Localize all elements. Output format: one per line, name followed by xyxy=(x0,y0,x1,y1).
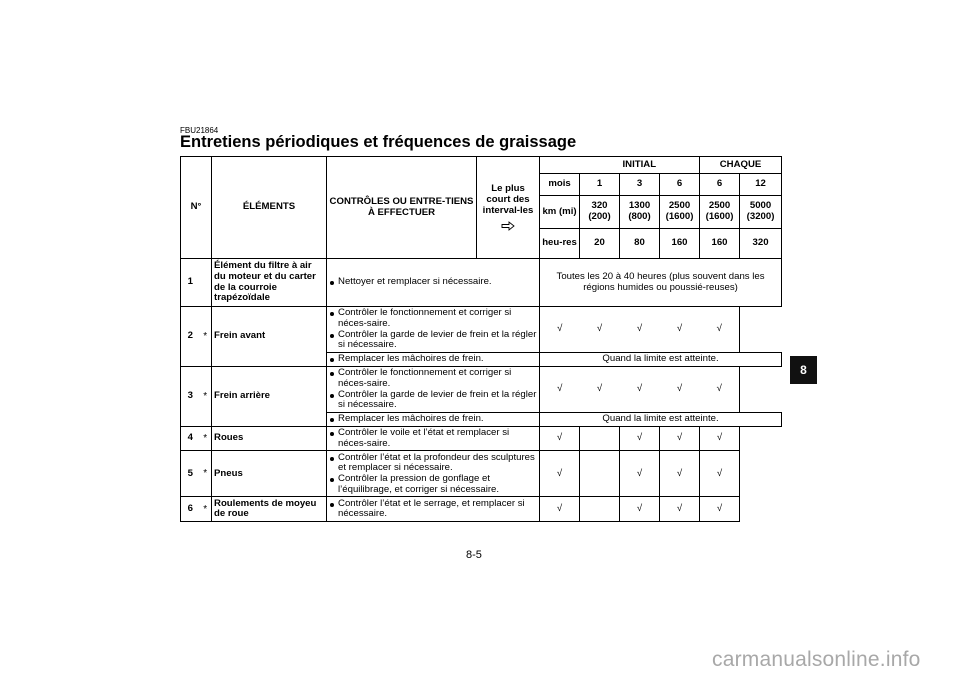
row-action: Contrôler l’état et le serrage, et remplacer si nécessaire. xyxy=(329,499,537,520)
maintenance-table xyxy=(180,156,782,522)
chapter-tab: 8 xyxy=(790,356,817,384)
header-km-value: 320 (200) xyxy=(580,196,620,229)
row-action: Nettoyer et remplacer si nécessaire. xyxy=(329,277,537,288)
row-action: Contrôler la pression de gonflage et l’équilibrage, et corriger si nécessaire. xyxy=(329,474,537,495)
check-mark: √ xyxy=(700,307,740,353)
header-heures-value: 160 xyxy=(700,229,740,259)
row-action: Remplacer les mâchoires de frein. xyxy=(329,354,537,365)
row-star: * xyxy=(200,451,212,497)
row-number: 3 xyxy=(181,367,200,427)
row-star: * xyxy=(200,497,212,522)
table-row xyxy=(181,307,782,353)
table-row xyxy=(181,259,782,307)
row-action: Contrôler le fonctionnement et corriger si néces-saire. xyxy=(329,368,537,389)
check-mark: √ xyxy=(540,427,580,451)
row-action-cell xyxy=(327,497,540,522)
row-element: Frein arrière xyxy=(212,367,327,427)
check-mark: √ xyxy=(540,451,580,497)
row-element: Frein avant xyxy=(212,307,327,367)
check-mark: √ xyxy=(540,497,580,522)
header-blank xyxy=(540,157,580,174)
header-km-value: 5000 (3200) xyxy=(740,196,782,229)
col-header-elements: ÉLÉMENTS xyxy=(212,157,327,259)
table-row xyxy=(181,427,782,451)
table-row xyxy=(181,497,782,522)
table-row xyxy=(181,367,782,413)
check-mark: √ xyxy=(660,307,700,353)
check-mark xyxy=(580,451,620,497)
check-mark: √ xyxy=(660,451,700,497)
row-number: 1 xyxy=(181,259,200,307)
row-number: 4 xyxy=(181,427,200,451)
col-header-no: N° xyxy=(181,157,212,259)
row-action-cell xyxy=(327,259,540,307)
row-action-cell xyxy=(327,307,540,353)
col-header-controles: CONTRÔLES OU ENTRE-TIENS À EFFECTUER xyxy=(327,157,477,259)
header-heures-value: 80 xyxy=(620,229,660,259)
row-action-cell xyxy=(327,413,540,427)
page-number: 8-5 xyxy=(466,549,482,561)
header-initial: INITIAL xyxy=(580,157,700,174)
row-element: Pneus xyxy=(212,451,327,497)
row-number: 2 xyxy=(181,307,200,367)
check-mark: √ xyxy=(660,367,700,413)
row-action: Remplacer les mâchoires de frein. xyxy=(329,414,537,425)
check-mark: √ xyxy=(620,427,660,451)
header-km-value: 2500 (1600) xyxy=(660,196,700,229)
row-note: Toutes les 20 à 40 heures (plus souvent dans les régions humides ou poussié-reuses) xyxy=(540,259,782,307)
row-action-cell xyxy=(327,367,540,413)
table-row xyxy=(181,451,782,497)
row-note: Quand la limite est atteinte. xyxy=(540,413,782,427)
row-action: Contrôler le voile et l’état et remplacer si néces-saire. xyxy=(329,428,537,449)
row-action: Contrôler la garde de levier de frein et la régler si nécessaire. xyxy=(329,390,537,411)
row-element: Élément du filtre à air du moteur et du carter de la courroie trapézoïdale xyxy=(212,259,327,307)
le-plus-label: Le plus court des interval-les xyxy=(482,183,534,216)
header-heures-value: 320 xyxy=(740,229,782,259)
check-mark: √ xyxy=(580,367,620,413)
row-element: Roulements de moyeu de roue xyxy=(212,497,327,522)
check-mark: √ xyxy=(700,427,740,451)
header-km-value: 1300 (800) xyxy=(620,196,660,229)
check-mark: √ xyxy=(700,451,740,497)
header-mois-value: 6 xyxy=(660,174,700,196)
row-action-cell xyxy=(327,451,540,497)
header-chaque: CHAQUE xyxy=(700,157,782,174)
check-mark: √ xyxy=(700,367,740,413)
row-element: Roues xyxy=(212,427,327,451)
row-action-cell xyxy=(327,353,540,367)
row-star xyxy=(200,259,212,307)
check-mark xyxy=(580,497,620,522)
watermark: carmanualsonline.info xyxy=(712,648,921,671)
check-mark: √ xyxy=(620,497,660,522)
check-mark: √ xyxy=(660,497,700,522)
row-star: * xyxy=(200,427,212,451)
check-mark: √ xyxy=(620,367,660,413)
header-mois-value: 3 xyxy=(620,174,660,196)
header-mois-value: 6 xyxy=(700,174,740,196)
check-mark: √ xyxy=(540,307,580,353)
row-action-cell xyxy=(327,427,540,451)
col-header-le-plus xyxy=(477,157,540,259)
row-note: Quand la limite est atteinte. xyxy=(540,353,782,367)
check-mark: √ xyxy=(660,427,700,451)
header-row-1 xyxy=(181,157,782,174)
header-heures-value: 20 xyxy=(580,229,620,259)
row-number: 5 xyxy=(181,451,200,497)
header-heures-value: 160 xyxy=(660,229,700,259)
header-mois-label: mois xyxy=(540,174,580,196)
arrow-right-icon xyxy=(501,221,515,231)
header-mois-value: 1 xyxy=(580,174,620,196)
row-action: Contrôler la garde de levier de frein et la régler si nécessaire. xyxy=(329,330,537,351)
check-mark: √ xyxy=(580,307,620,353)
check-mark: √ xyxy=(620,451,660,497)
header-heures-label: heu-res xyxy=(540,229,580,259)
page-title: Entretiens périodiques et fréquences de graissage xyxy=(180,133,577,151)
document-code: FBU21864 xyxy=(180,126,219,135)
row-action: Contrôler le fonctionnement et corriger si néces-saire. xyxy=(329,308,537,329)
header-mois-value: 12 xyxy=(740,174,782,196)
check-mark: √ xyxy=(700,497,740,522)
check-mark xyxy=(580,427,620,451)
check-mark: √ xyxy=(620,307,660,353)
row-action: Contrôler l’état et la profondeur des sculptures et remplacer si nécessaire. xyxy=(329,453,537,474)
row-star: * xyxy=(200,307,212,367)
check-mark: √ xyxy=(540,367,580,413)
row-number: 6 xyxy=(181,497,200,522)
header-km-label: km (mi) xyxy=(540,196,580,229)
header-km-value: 2500 (1600) xyxy=(700,196,740,229)
row-star: * xyxy=(200,367,212,427)
